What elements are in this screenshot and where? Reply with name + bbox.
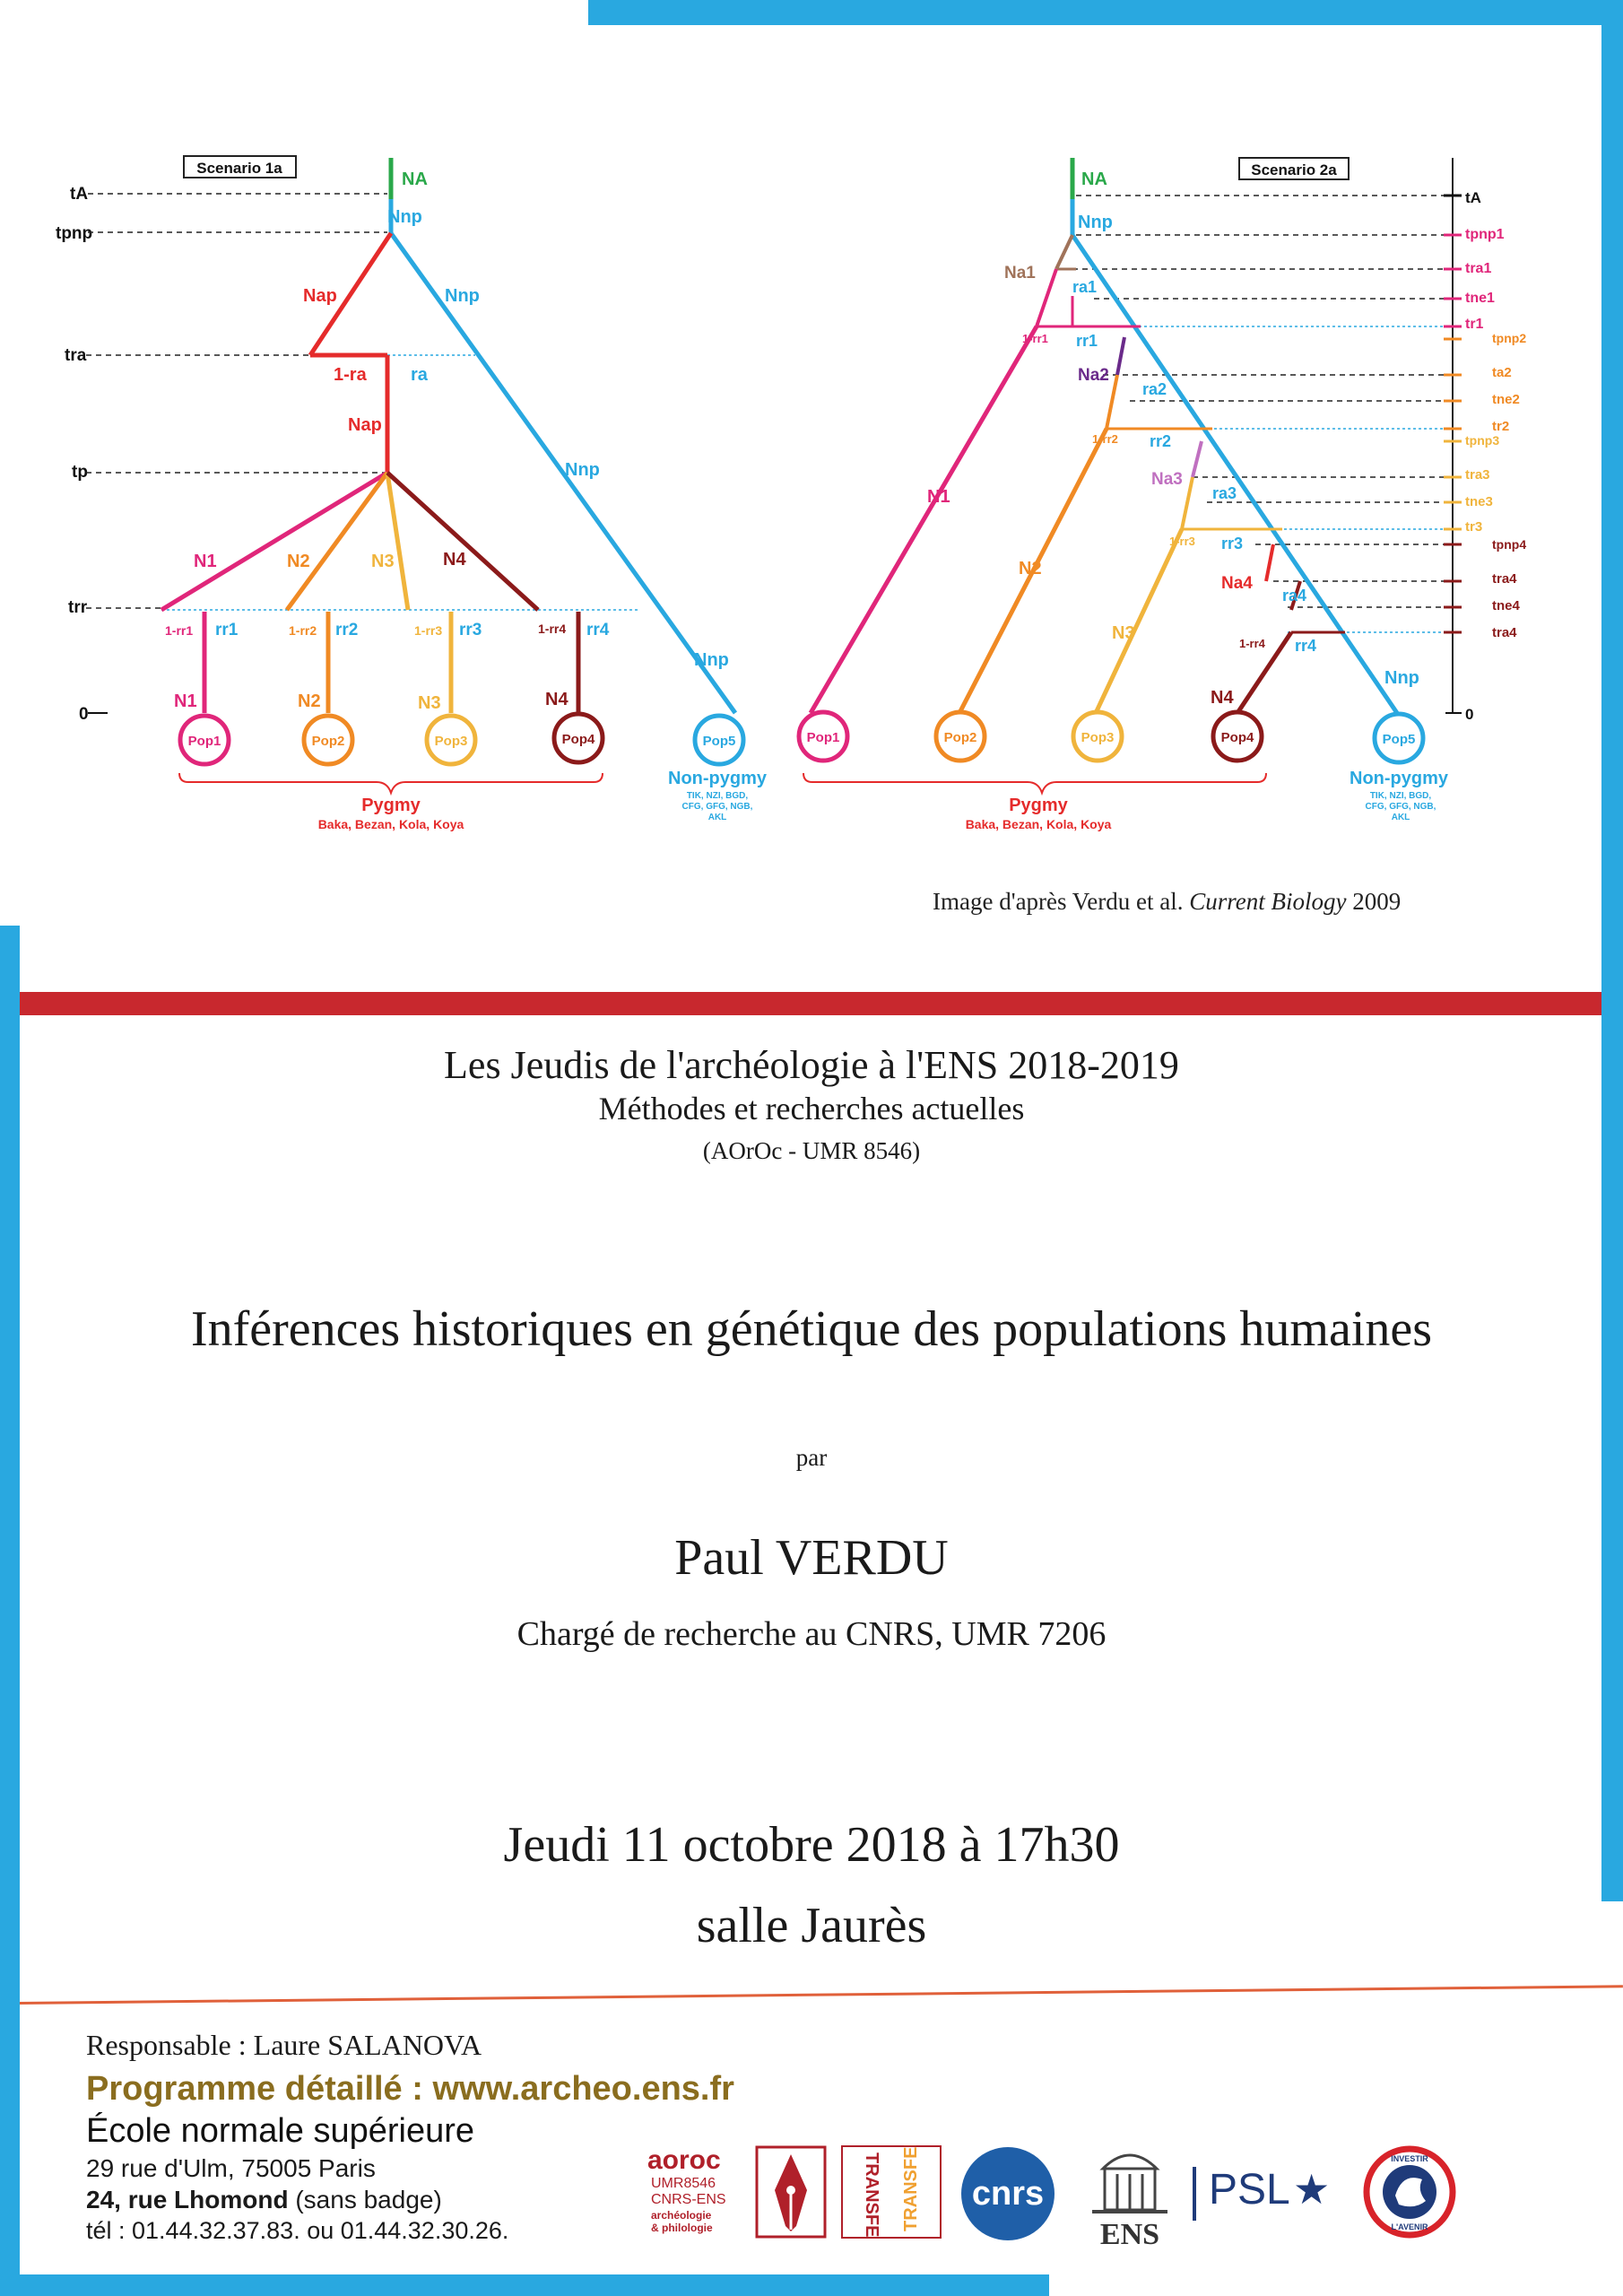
left-axis-tra: tra — [65, 346, 87, 365]
transfers-logo — [841, 2145, 942, 2239]
speaker-name: Paul VERDU — [674, 1530, 949, 1586]
left-nonpygmy-label: Non-pygmy — [668, 769, 767, 788]
address-2-street: 24, rue Lhomond — [86, 2186, 289, 2213]
caption-year: 2009 — [1352, 888, 1402, 915]
right-axis-ta2: ta2 — [1492, 365, 1512, 380]
left-nonpygmy-g1: TIK, NZI, BGD, — [686, 791, 749, 801]
right-axis-tra1: tra1 — [1465, 261, 1492, 276]
left-axis-trr: trr — [68, 598, 88, 617]
left-1-rr3: 1-rr3 — [414, 623, 443, 638]
right-nonpygmy-g3: AKL — [1391, 813, 1410, 822]
left-N4-bottom: N4 — [545, 690, 568, 709]
cnrs-logo — [961, 2147, 1055, 2240]
right-Na1: Na1 — [1004, 264, 1036, 283]
left-N1: N1 — [194, 552, 217, 571]
right-N3: N3 — [1112, 623, 1135, 643]
series-lab: (AOrOc - UMR 8546) — [702, 1137, 921, 1164]
right-axis-tne4: tne4 — [1492, 598, 1520, 613]
pen-nib-icon — [755, 2145, 827, 2239]
left-Nnp-3: Nnp — [565, 460, 600, 480]
left-axis-tp: tp — [72, 463, 88, 482]
figure-caption — [933, 888, 1401, 916]
left-axis-ta: tA — [70, 185, 89, 204]
left-NA: NA — [402, 170, 428, 189]
right-nonpygmy-label: Non-pygmy — [1350, 769, 1448, 788]
left-Nap-1: Nap — [303, 286, 337, 306]
right-axis-tpnp4: tpnp4 — [1492, 537, 1527, 552]
right-axis-tr2: tr2 — [1492, 419, 1510, 434]
left-rr4: rr4 — [586, 621, 610, 639]
investir-text: INVESTIR — [1391, 2154, 1428, 2163]
right-axis-tr1: tr1 — [1465, 317, 1484, 332]
right-axis-tne1: tne1 — [1465, 291, 1495, 306]
left-pop5: Pop5 — [702, 734, 736, 749]
aoroc-wordmark: aoroc — [647, 2145, 721, 2175]
aoroc-line1: UMR8546 — [651, 2176, 716, 2191]
population-tree-figure — [0, 0, 1623, 969]
left-N3-bottom: N3 — [418, 693, 441, 713]
psl-text: PSL — [1209, 2166, 1290, 2213]
caption-prefix: Image d'après Verdu et al. — [933, 888, 1184, 915]
divider-red-bar — [20, 992, 1601, 1015]
left-nonpygmy-g2: CFG, GFG, NGB, — [681, 802, 753, 812]
right-axis-tr4: tra4 — [1492, 625, 1517, 640]
right-N4: N4 — [1211, 688, 1234, 708]
left-Nnp-4: Nnp — [694, 650, 729, 670]
scenario-2a-diagram — [799, 158, 1526, 831]
address-2-note: (sans badge) — [288, 2186, 442, 2213]
left-rr1: rr1 — [215, 621, 239, 639]
left-1-ra: 1-ra — [334, 365, 367, 385]
ens-building-icon — [1085, 2142, 1175, 2213]
responsable: Responsable : Laure SALANOVA — [86, 2029, 482, 2061]
investir-avenir-logo — [1363, 2145, 1456, 2239]
series-name: Les Jeudis de l'archéologie à l'ENS 2018-2019 — [444, 1043, 1179, 1087]
right-ra3: ra3 — [1212, 484, 1237, 502]
cnrs-text: cnrs — [971, 2174, 1045, 2213]
left-pop4: Pop4 — [561, 732, 595, 747]
talk-date: Jeudi 11 octobre 2018 à 17h30 — [503, 1817, 1120, 1873]
left-pop1: Pop1 — [187, 734, 221, 749]
avenir-text: L'AVENIR — [1391, 2222, 1428, 2231]
right-Nnp-bottom: Nnp — [1384, 668, 1419, 688]
bottom-blue-bar — [0, 2274, 1049, 2296]
right-axis-tr3: tr3 — [1465, 519, 1483, 535]
aoroc-line2: CNRS-ENS — [651, 2192, 726, 2207]
left-ra: ra — [411, 365, 428, 385]
left-N3: N3 — [371, 552, 395, 571]
right-Na4: Na4 — [1221, 574, 1253, 593]
left-N4: N4 — [443, 550, 466, 570]
right-1-rr4: 1-rr4 — [1239, 637, 1265, 650]
left-rr3: rr3 — [459, 621, 482, 639]
psl-logo — [1193, 2161, 1336, 2224]
left-pygmy-groups: Baka, Bezan, Kola, Koya — [317, 817, 464, 831]
scenario-1a-diagram — [56, 156, 768, 831]
divider-thin-red-line — [20, 1985, 1623, 2005]
left-1-rr2: 1-rr2 — [289, 623, 317, 638]
left-N2-bottom: N2 — [298, 691, 321, 711]
right-ra2: ra2 — [1142, 380, 1167, 398]
right-axis-tpnp3: tpnp3 — [1465, 433, 1500, 448]
right-ra1: ra1 — [1072, 278, 1098, 296]
right-1-rr2: 1-rr2 — [1092, 432, 1118, 446]
right-nonpygmy-g2: CFG, GFG, NGB, — [1365, 802, 1436, 812]
right-Nnp-top: Nnp — [1078, 213, 1113, 232]
scenario-1a-label: Scenario 1a — [196, 160, 282, 177]
left-nonpygmy-g3: AKL — [707, 813, 727, 822]
right-axis-ta: tA — [1465, 189, 1481, 206]
right-nonpygmy-g1: TIK, NZI, BGD, — [1369, 791, 1432, 801]
right-NA: NA — [1081, 170, 1107, 189]
right-pop3: Pop3 — [1081, 730, 1115, 745]
school-name: École normale supérieure — [86, 2112, 475, 2150]
address-1: 29 rue d'Ulm, 75005 Paris — [86, 2154, 376, 2182]
caption-journal: Current Biology — [1189, 888, 1347, 915]
left-pop2: Pop2 — [311, 734, 345, 749]
left-pygmy-label: Pygmy — [361, 796, 421, 815]
right-axis-tra3: tra3 — [1465, 467, 1490, 483]
left-Nnp-2: Nnp — [445, 286, 480, 306]
right-N2: N2 — [1019, 559, 1042, 578]
right-ra4: ra4 — [1282, 587, 1307, 604]
talk-title: Inférences historiques en génétique des populations humaines — [190, 1301, 1433, 1357]
talk-room: salle Jaurès — [696, 1898, 927, 1953]
left-Nap-2: Nap — [348, 415, 382, 435]
right-rr1: rr1 — [1076, 332, 1098, 350]
right-axis-tra4: tra4 — [1492, 571, 1517, 587]
right-axis-tne2: tne2 — [1492, 392, 1520, 407]
right-rr3: rr3 — [1221, 535, 1244, 552]
telephone: tél : 01.44.32.37.83. ou 01.44.32.30.26. — [86, 2217, 509, 2244]
right-pop4: Pop4 — [1220, 730, 1254, 745]
aoroc-logo — [647, 2145, 827, 2239]
right-axis-zero: 0 — [1465, 706, 1474, 723]
left-Nnp-top: Nnp — [387, 207, 422, 227]
aoroc-line4: & philologie — [651, 2222, 713, 2234]
aoroc-line3: archéologie — [651, 2209, 712, 2222]
right-pop1: Pop1 — [806, 730, 840, 745]
left-1-rr1: 1-rr1 — [165, 623, 194, 638]
left-N1-bottom: N1 — [174, 691, 197, 711]
right-pop2: Pop2 — [943, 730, 977, 745]
right-Na3: Na3 — [1151, 470, 1183, 489]
left-axis-zero: 0 — [79, 705, 89, 724]
right-axis-tpnp2: tpnp2 — [1492, 331, 1527, 345]
right-Na2: Na2 — [1078, 366, 1109, 385]
programme-link[interactable]: Programme détaillé : www.archeo.ens.fr — [86, 2070, 734, 2108]
right-1-rr1: 1-rr1 — [1022, 332, 1048, 345]
address-2 — [86, 2186, 442, 2214]
transfers-text-2: TRANSFERS — [901, 2145, 921, 2231]
left-blue-bar — [0, 926, 20, 2296]
right-rr4: rr4 — [1295, 637, 1317, 655]
left-axis-tpnp: tpnp — [56, 224, 93, 243]
series-subtitle: Méthodes et recherches actuelles — [598, 1091, 1025, 1126]
right-pygmy-label: Pygmy — [1009, 796, 1068, 815]
star-icon: ★ — [1293, 2166, 1331, 2213]
left-rr2: rr2 — [335, 621, 359, 639]
right-pygmy-groups: Baka, Bezan, Kola, Koya — [965, 817, 1112, 831]
left-pop3: Pop3 — [434, 734, 468, 749]
ens-logo — [1085, 2142, 1175, 2251]
talk-by: par — [795, 1444, 828, 1471]
right-N1: N1 — [927, 487, 950, 507]
transfers-text-1: TRANSFERS — [862, 2152, 881, 2239]
right-axis-tpnp1: tpnp1 — [1465, 227, 1505, 242]
right-axis-tne3: tne3 — [1465, 494, 1493, 509]
ens-text: ENS — [1099, 2218, 1160, 2251]
speaker-affiliation: Chargé de recherche au CNRS, UMR 7206 — [516, 1615, 1107, 1653]
right-rr2: rr2 — [1150, 432, 1172, 450]
scenario-2a-label: Scenario 2a — [1251, 161, 1337, 178]
right-1-rr3: 1-rr3 — [1169, 535, 1195, 548]
left-1-rr4: 1-rr4 — [538, 622, 567, 636]
right-pop5: Pop5 — [1382, 732, 1416, 747]
left-N2: N2 — [287, 552, 310, 571]
